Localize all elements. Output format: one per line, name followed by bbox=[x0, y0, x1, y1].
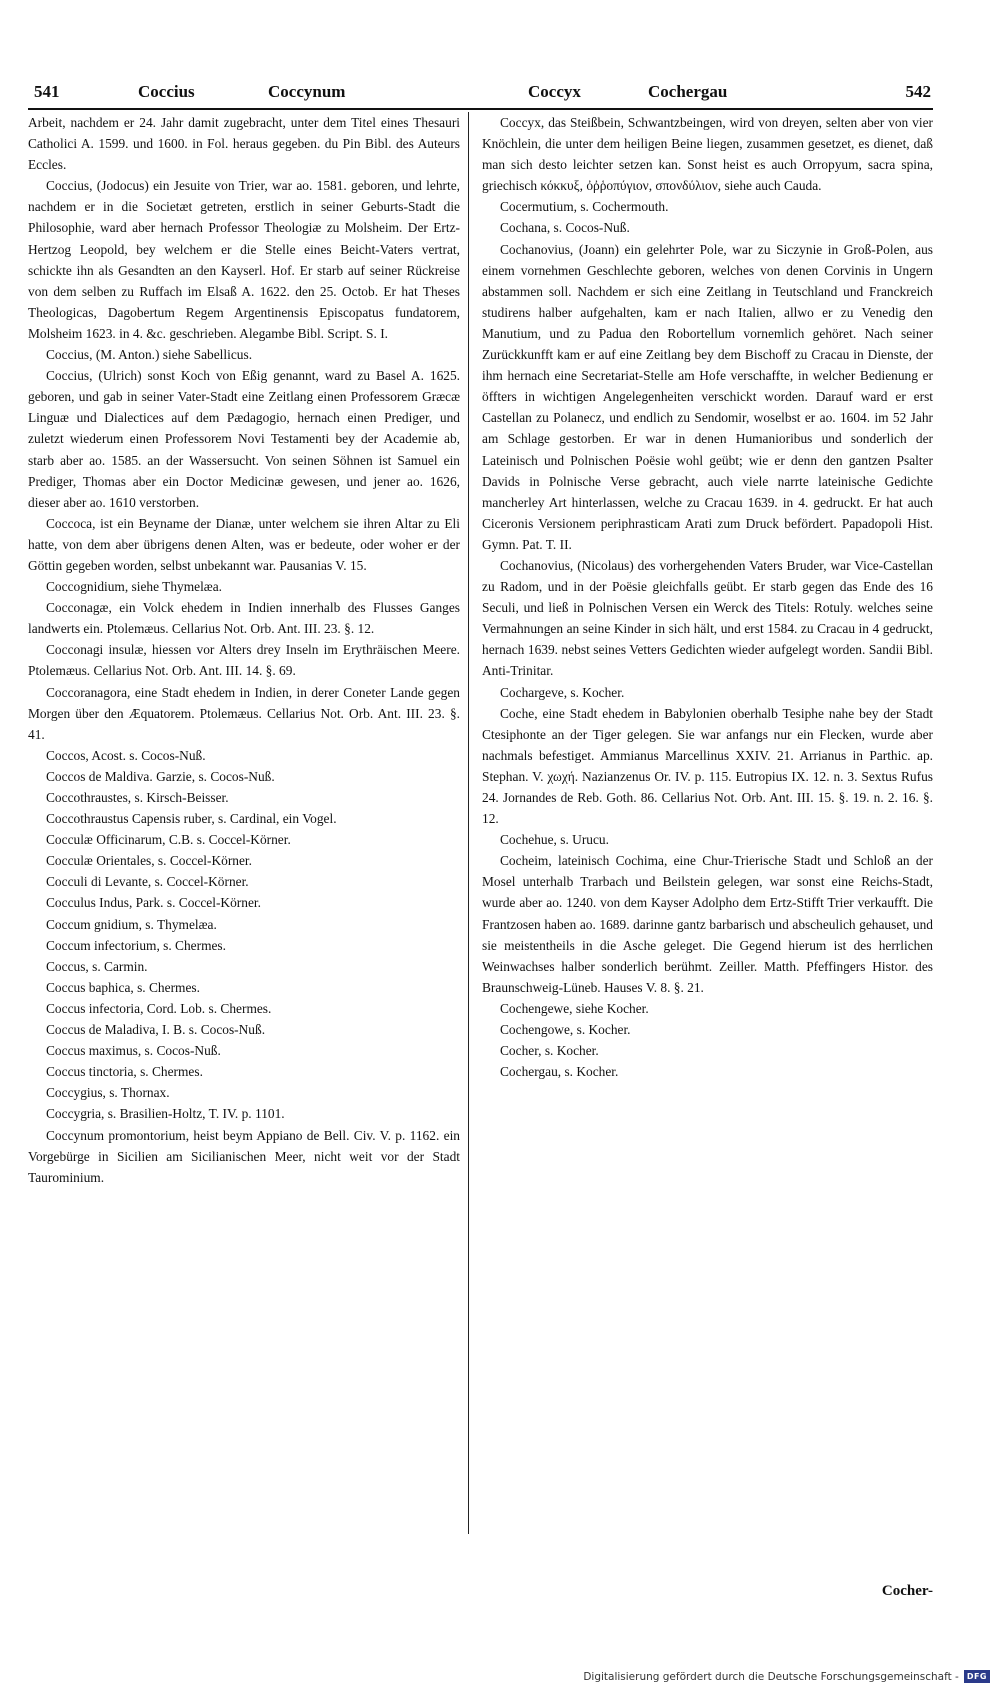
entry-coccus-de-maladiva: Coccus de Maladiva, I. B. s. Cocos-Nuß. bbox=[46, 1022, 266, 1038]
entry-coccius-anton: Coccius, (M. Anton.) siehe Sabellicus. bbox=[46, 347, 253, 363]
entry-cochehue: Cochehue, s. Urucu. bbox=[500, 832, 609, 848]
entry-cochargeve: Cochargeve, s. Kocher. bbox=[500, 684, 625, 700]
entry-continuation: Arbeit, nachdem er 24. Jahr damit zugebracht, unter dem Titel eines Thesauri Catholici A. 1599. und 1600. in Fol. heraus gegeben. du Pin Bibl. des Auteurs Eccles. bbox=[28, 115, 460, 173]
entry-coccoranagora: Coccoranagora, eine Stadt ehedem in Indien, in derer Coneter Lande gegen Morgen über den Æquatorem. Ptolemæus. Cellarius Not. Orb. Ant. III. 23. §. 41. bbox=[28, 684, 460, 742]
entry-coccus-baphica: Coccus baphica, s. Chermes. bbox=[46, 979, 200, 995]
entry-coccus: Coccus, s. Carmin. bbox=[46, 958, 148, 974]
right-headword-last: Cochergau bbox=[648, 82, 728, 101]
column-divider bbox=[468, 112, 469, 1534]
entry-coche: Coche, eine Stadt ehedem in Babylonien oberhalb Tesiphe nahe bey der Stadt Ctesiphonte an der Tiger gelegen. Sie war anfangs nur ein Flecken, wurde aber nachmals befestiget. Ammianus Marcellinus XXIV. 21. Arrianus in Parthic. ap. Stephan. V. χωχή. Nazianzenus Or. IV. p. 115. Eutropius IX. 12. n. 3. Sextus Rufus 24. Jornandes de Reb. Goth. 86. Cellarius Not. Orb. Ant. III. 15. §. 19. n. 2. 16. §. 12. bbox=[482, 705, 933, 827]
entry-cocheim: Cocheim, lateinisch Cochima, eine Chur-Trierische Stadt und Schloß an der Mosel unterhalb Trarbach und Beilstein gelegen, war sonst eine Reichs-Stadt, wurde aber ao. 1240. von dem Kayser Adolpho dem Ertz-Stifft Trier verkaufft. Die Frantzosen haben ao. 1689. darinne gantz barbarisch und abscheulich gehauset, und sie meistentheils in die Asche geleget. Die Gegend hierum ist des herrlichen Weinwachses halber sonderlich berühmt. Zeiller. Matth. Pfeffingers Histor. des Braunschweig-Lüneb. Hauses V. 8. §. 21. bbox=[482, 853, 933, 995]
left-headword-first: Coccius bbox=[138, 82, 195, 101]
page-number-left: 541 bbox=[34, 82, 60, 101]
entry-coccyx: Coccyx, das Steißbein, Schwantzbeingen, wird von dreyen, selten aber von vier Knöchlein, die unter dem heiligen Beine liegen, zusammen gesetzet, es dienet, daß man sich desto leichter setzen kan. Sonst heist es auch Orropyum, sacra spina, griechisch κόκκυξ, ὀῤῥοπύγιον, σπονδύλιον, siehe auch Cauda. bbox=[482, 115, 933, 194]
entry-cocconagi-insulae: Cocconagi insulæ, hiessen vor Alters drey Inseln im Erythräischen Meere. Ptolemæus. Cellarius Not. Orb. Ant. III. 14. §. 69. bbox=[28, 642, 460, 679]
entry-coccognidium: Coccognidium, siehe Thymelæa. bbox=[46, 579, 223, 595]
entry-coccum-gnidium: Coccum gnidium, s. Thymelæa. bbox=[46, 916, 217, 932]
entry-cochana: Cochana, s. Cocos-Nuß. bbox=[500, 220, 630, 236]
entry-coccos: Coccos, Acost. s. Cocos-Nuß. bbox=[46, 747, 206, 763]
catchword: Cocher- bbox=[881, 1583, 933, 1599]
entry-cochengowe: Cochengowe, s. Kocher. bbox=[500, 1022, 631, 1038]
entry-coccus-tinctoria: Coccus tinctoria, s. Chermes. bbox=[46, 1064, 203, 1080]
entry-coccothraustes: Coccothraustes, s. Kirsch-Beisser. bbox=[46, 790, 229, 805]
entry-coccoca: Coccoca, ist ein Beyname der Dianæ, unter welchem sie ihren Altar zu Eli hatte, von dem aber übrigens denen Alten, was er bedeute, oder woher er der Göttin gegeben worden, selbst unbekannt war. Pausanias V. 15. bbox=[28, 515, 460, 573]
right-column bbox=[482, 112, 933, 1082]
entry-cochengewe: Cochengewe, siehe Kocher. bbox=[500, 1000, 649, 1016]
entry-coccos-de-maldiva: Coccos de Maldiva. Garzie, s. Cocos-Nuß. bbox=[46, 768, 275, 784]
entry-cocculi-di-levante: Cocculi di Levante, s. Coccel-Körner. bbox=[46, 874, 249, 890]
entry-coccius-jodocus: Coccius, (Jodocus) ein Jesuite von Trier, war ao. 1581. geboren, und lehrte, nachdem er in die Societæt getreten, erstlich in seiner Geburts-Stadt die Philosophie, ward aber hernach Professor Theologiæ zu Molsheim. Der Ertz-Hertzog Leopold, bey welchem er die Stelle eines Beicht-Vaters vertrat, schickte ihn als Gesandten an den Kayserl. Hof. Er starb auf seiner Rückreise von dem selben zu Ruffach im Elsaß A. 1622. den 25. Octob. Er hat Theses Theologicas, Dagobertum Regem Argentinensis Episcopatus fundatorem, Molsheim 1623. in 4. &c. geschrieben. Alegambe Bibl. Script. S. I. bbox=[28, 178, 460, 341]
entry-coccygius: Coccygius, s. Thornax. bbox=[46, 1085, 170, 1101]
entry-coccus-maximus: Coccus maximus, s. Cocos-Nuß. bbox=[46, 1043, 221, 1059]
entry-coccygria: Coccygria, s. Brasilien-Holtz, T. IV. p. 1101. bbox=[46, 1106, 285, 1122]
left-headword-last: Coccynum bbox=[268, 82, 346, 101]
entry-cochanovius-nicolaus: Cochanovius, (Nicolaus) des vorhergehenden Vaters Bruder, war Vice-Castellan zu Radom, und in der Poësie gleichfalls geübt. Er starb gegen das Ende des 16 Seculi, und ließ in Polnischen Versen ein Werck des Titels: Rotuly. welches seine Vermahnungen an seine Kinder in sich hält, und erst 1584. zu Cracau in 4 gedruckt, hernach 1639. nebst seines Vetters Gedichten wieder aufgelegt worden. Sandii Bibl. Anti-Trinitar. bbox=[482, 557, 933, 679]
digitization-footer bbox=[583, 1670, 990, 1683]
footer-credit-text: Digitalisierung gefördert durch die Deutsche Forschungsgemeinschaft - bbox=[583, 1670, 959, 1683]
entry-cochanovius-joann: Cochanovius, (Joann) ein gelehrter Pole, war zu Siczynie in Groß-Polen, aus einem vornehmen Geschlechte geboren, welches von denen Corvinis in Ungern abstammen soll. Nachdem er sich eine Zeitlang in Teutschland und Franckreich studirens halber aufgehalten, kam er nach Italien, allwo er zu Venedig den Manutium, und zu Padua den Robortellum vornemlich gehöret. Nach seiner Zurückkunfft kam er auf eine Zeitlang bey dem Bischoff zu Cracau in Dienste, der ihm hernach eine Secretariat-Stelle am Hofe verschaffte, in welcher Bedienung er öffters in wichtigen Angelegenheiten verschickt worden. Darauf ward er erst Castellan zu Polanecz, und endlich zu Sendomir, woselbst er ao. 1604. im 52 Jahr am Schlage gestorben. Er war in denen Humanioribus und sonderlich der Lateinisch und Polnischen Poësie wohl geübt; wie er denn den gantzen Psalter Davids in Polnische Verse gebracht, auch viele narrte lateinische Gedichte mancherley Art hinterlassen, welche zu Cracau 1639. in 4. gedruckt. Er hat auch Ciceronis Versionem periphrasticam Arati zum Druck befördert. Papadopoli Hist. Gymn. Pat. T. II. bbox=[482, 241, 933, 552]
entry-cocculae-officinarum: Cocculæ Officinarum, C.B. s. Coccel-Körner. bbox=[46, 832, 291, 848]
entry-coccum-infectorium: Coccum infectorium, s. Chermes. bbox=[46, 937, 226, 953]
entry-cocculus-indus: Cocculus Indus, Park. s. Coccel-Körner. bbox=[46, 895, 261, 911]
dfg-logo: DFG bbox=[964, 1670, 990, 1683]
entry-cocculae-orientales: Cocculæ Orientales, s. Coccel-Körner. bbox=[46, 853, 253, 869]
right-headword-first: Coccyx bbox=[528, 82, 581, 101]
entry-cochergau: Cochergau, s. Kocher. bbox=[500, 1064, 619, 1080]
entry-coccynum-promontorium: Coccynum promontorium, heist beym Appiano de Bell. Civ. V. p. 1162. ein Vorgebürge in Sicilien am Sicilianischen Meer, nicht weit vor der Stadt Taurominium. bbox=[28, 1127, 460, 1185]
entry-coccus-infectoria: Coccus infectoria, Cord. Lob. s. Chermes. bbox=[46, 1000, 272, 1016]
entry-coccius-ulrich: Coccius, (Ulrich) sonst Koch von Eßig genannt, ward zu Basel A. 1625. geboren, und gab in seiner Vater-Stadt eine Zeitlang einen Professorem Græcæ Linguæ und Dialectices auf dem Pædagogio, hernach einen Prediger, und zuletzt wiederum einen Professorem Novi Testamenti bey der Academie ab, starb aber ao. 1585. an der Wassersucht. Von seinen Söhnen ist Samuel ein Prediger, Thomas aber ein Doctor Medicinæ gewesen, und jener ao. 1626, dieser aber ao. 1610 verstorben. bbox=[28, 368, 460, 510]
entry-cocconagae: Cocconagæ, ein Volck ehedem in Indien innerhalb des Flusses Ganges landwerts ein. Ptolemæus. Cellarius Not. Orb. Ant. III. 23. §. 12. bbox=[28, 600, 460, 637]
entry-cocher: Cocher, s. Kocher. bbox=[500, 1043, 599, 1059]
running-header bbox=[28, 78, 933, 110]
left-column bbox=[28, 112, 460, 1188]
page-number-right: 542 bbox=[905, 82, 931, 101]
entry-cocermutium: Cocermutium, s. Cochermouth. bbox=[500, 199, 669, 215]
entry-coccothraustus-capensis: Coccothraustus Capensis ruber, s. Cardinal, ein Vogel. bbox=[46, 811, 337, 827]
